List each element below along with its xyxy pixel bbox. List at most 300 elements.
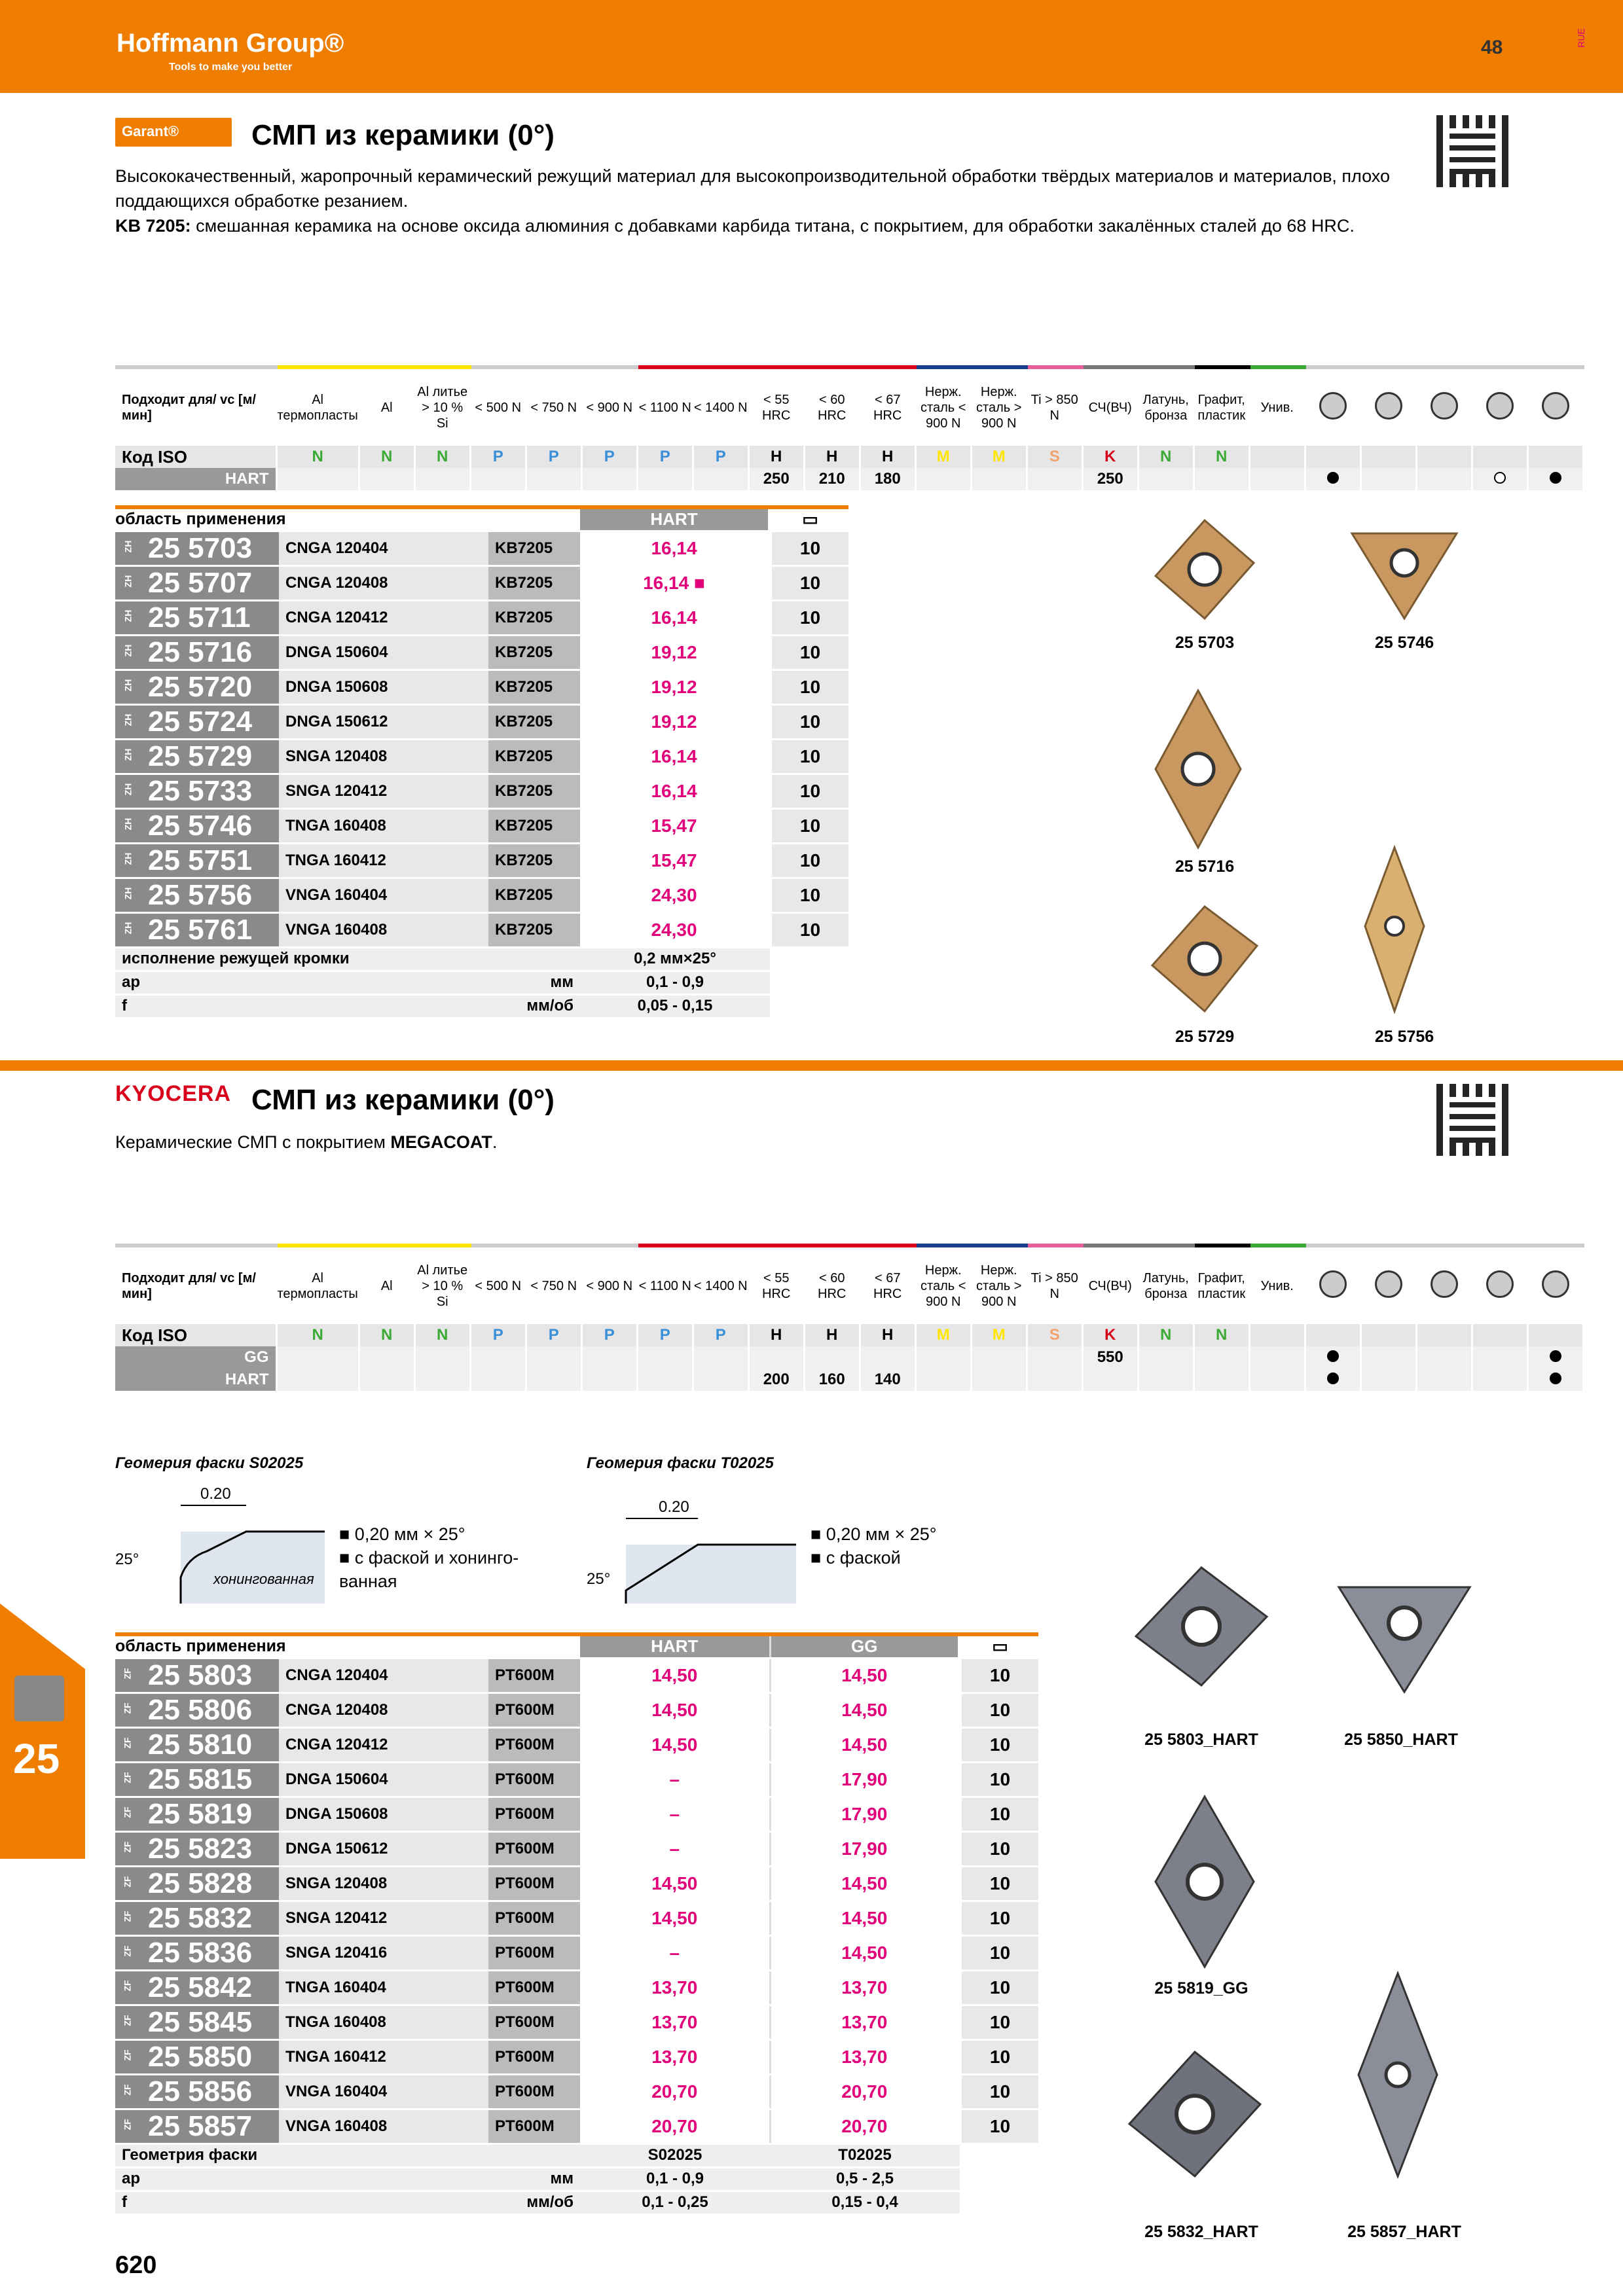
pack-qty: 10 — [960, 1797, 1038, 1831]
grade: PT600M — [488, 2109, 580, 2144]
designation: TNGA 160404 — [279, 1970, 488, 2005]
insert-image-tnga — [1349, 530, 1460, 622]
speed-value — [1138, 1346, 1194, 1369]
foot-value: S02025 — [580, 2144, 770, 2167]
foot-label: f — [115, 994, 488, 1018]
designation: DNGA 150608 — [279, 1797, 488, 1831]
price-gg: 14,50 — [770, 1727, 960, 1762]
material-col: Унив. — [1249, 367, 1305, 446]
speed-value — [414, 1346, 470, 1369]
foot-value: 0,1 - 0,9 — [580, 971, 770, 994]
pack-qty: 10 — [770, 739, 848, 774]
speed-value — [1249, 1369, 1305, 1391]
speed-value — [581, 1346, 637, 1369]
article-number: 25 5810 — [148, 1728, 253, 1761]
iso-code: P — [470, 1324, 526, 1346]
table-row[interactable]: ZF 25 5845 TNGA 160408 PT600M 13,70 13,70 10 — [115, 2005, 1038, 2039]
table-row[interactable]: ZH 25 5707 CNGA 120408 KB7205 16,14 ■ 10 — [115, 565, 848, 600]
table-row[interactable]: ZF 25 5836 SNGA 120416 PT600M – 14,50 10 — [115, 1935, 1038, 1970]
iso-code: N — [1194, 1324, 1249, 1346]
table-row[interactable]: ZH 25 5746 TNGA 160408 KB7205 15,47 10 — [115, 808, 848, 843]
price-hart: 14,50 — [580, 1901, 770, 1935]
material-col: < 55 HRC — [748, 367, 804, 446]
grade: KB7205 — [488, 635, 580, 670]
iso-label: Код ISO — [115, 446, 276, 468]
grade-label: GG — [115, 1346, 276, 1369]
geometry-notes-t: ■ 0,20 мм × 25° ■ с фаской — [811, 1524, 937, 1568]
material-col: < 900 N — [581, 367, 637, 446]
foot-unit: мм — [488, 2167, 580, 2191]
table-row[interactable]: ZF 25 5806 CNGA 120408 PT600M 14,50 14,50 10 — [115, 1693, 1038, 1727]
section1-title: СМП из керамики (0°) — [251, 119, 555, 151]
price: 19,12 — [580, 670, 770, 704]
chapter-number: 25 — [13, 1735, 60, 1782]
iso-code: S — [1027, 1324, 1082, 1346]
page-number: 620 — [115, 2251, 157, 2279]
price: 15,47 — [580, 843, 770, 878]
material-col: < 60 HRC — [804, 1246, 860, 1324]
material-col: Графит, пластик — [1194, 367, 1249, 446]
designation: CNGA 120412 — [279, 600, 488, 635]
article-number: 25 5720 — [148, 670, 253, 703]
price: 16,14 — [580, 739, 770, 774]
speed-value: 210 — [804, 468, 860, 490]
table-row[interactable]: ZH 25 5756 VNGA 160404 KB7205 24,30 10 — [115, 878, 848, 912]
speed-value: 250 — [748, 468, 804, 490]
iso-code: H — [804, 1324, 860, 1346]
area-label: область применения — [115, 507, 580, 531]
insert-image-dnga-gg — [1152, 1793, 1257, 1970]
pack-qty: 10 — [960, 2109, 1038, 2144]
pack-qty: 10 — [960, 1693, 1038, 1727]
caption: 25 5729 — [1175, 1028, 1235, 1046]
material-col: < 67 HRC — [860, 367, 915, 446]
table-row[interactable]: ZF 25 5828 SNGA 120408 PT600M 14,50 14,50 10 — [115, 1866, 1038, 1901]
caption: 25 5819_GG — [1154, 1979, 1249, 1998]
product-table-2: область применения HART GG ▭ ZF 25 5803 CNGA 120404 PT600M 14,50 14,50 10 ZF 25 5806 CNGA 120408 PT600M 14,50 14,50 10 ZF 25 5810 CNGA 120412 PT600M 14,50 14,50 10 ZF 25 5815 DNGA 150604 PT600M – 17,90 10 ZF 25 5819 DNGA 150608 PT600M – 17,90 10 ZF 25 5823 DNGA 150612 PT600M – 17,90 10 ZF 25 5828 SNGA 120408 PT600M 14,50 14,50 10 ZF 25 5832 SNGA 120412 PT600M 14,50 14,50 10 ZF 25 5836 SNGA 120416 PT600M – 14,50 10 ZF 25 5842 TNGA 160404 PT600M 13,70 13,70 10 ZF 25 5845 TNGA 160408 PT600M 13,70 13,70 10 ZF 25 5850 TNGA 160412 PT600M 13,70 13,70 10 ZF 25 5856 VNGA 160404 PT600M 20,70 20,70 10 ZF 25 5857 VNGA 160408 PT600M 20,70 20,70 10 Геометрия фаски S02025 T02025 ap мм 0,1 - 0,9 0,5 - 2,5 f мм/об 0,1 - 0,25 0,15 - 0,4 — [115, 1632, 1038, 2215]
svg-text:0.20: 0.20 — [200, 1485, 231, 1503]
speed-value — [359, 1369, 414, 1391]
price-hart: 14,50 — [580, 1693, 770, 1727]
chamfer-diagram-t — [587, 1479, 796, 1604]
material-col: Латунь, бронза — [1138, 367, 1194, 446]
pack-qty: 10 — [960, 1866, 1038, 1901]
grade: KB7205 — [488, 600, 580, 635]
price-hart: – — [580, 1935, 770, 1970]
price: 16,14 — [580, 531, 770, 565]
iso-code: N — [414, 446, 470, 468]
pack-qty: 10 — [960, 1762, 1038, 1797]
pack-qty: 10 — [960, 2074, 1038, 2109]
cycle-icon — [1416, 367, 1472, 446]
designation: DNGA 150612 — [279, 704, 488, 739]
pack-qty: 10 — [960, 1831, 1038, 1866]
grade: KB7205 — [488, 670, 580, 704]
article-number: 25 5850 — [148, 2040, 253, 2073]
foot-value: T02025 — [770, 2144, 960, 2167]
designation: TNGA 160412 — [279, 843, 488, 878]
price-gg: 13,70 — [770, 2005, 960, 2039]
foot-label: Геометрия фаски — [115, 2144, 488, 2167]
price-hart: 20,70 — [580, 2109, 770, 2144]
price-gg: 14,50 — [770, 1866, 960, 1901]
insert-image-vnga — [1362, 844, 1427, 1014]
price-hart: – — [580, 1762, 770, 1797]
grade: PT600M — [488, 1762, 580, 1797]
designation: VNGA 160404 — [279, 2074, 488, 2109]
speed-value — [359, 468, 414, 490]
table-row[interactable]: ZH 25 5711 CNGA 120412 KB7205 16,14 10 — [115, 600, 848, 635]
designation: VNGA 160404 — [279, 878, 488, 912]
product-table-1: область применения HART ▭ ZH 25 5703 CNGA 120404 KB7205 16,14 10 ZH 25 5707 CNGA 120408 KB7205 16,14 ■ 10 ZH 25 5711 CNGA 120412 KB7205 16,14 10 ZH 25 5716 DNGA 150604 KB7205 19,12 10 ZH 25 5720 DNGA 150608 KB7205 19,12 10 ZH 25 5724 DNGA 150612 KB7205 19,12 10 ZH 25 5729 SNGA 120408 KB7205 16,14 10 ZH 25 5733 SNGA 120412 KB7205 16,14 10 ZH 25 5746 TNGA 160408 KB7205 15,47 10 ZH 25 5751 TNGA 160412 KB7205 15,47 10 ZH 25 5756 VNGA 160404 KB7205 24,30 10 ZH 25 5761 VNGA 160408 KB7205 24,30 10 исполнение режущей кромки 0,2 мм×25° ap мм 0,1 - 0,9 f мм/об 0,05 - 0,15 — [115, 505, 848, 1019]
table-row[interactable]: ZH 25 5720 DNGA 150608 KB7205 19,12 10 — [115, 670, 848, 704]
price: 19,12 — [580, 635, 770, 670]
article-number: 25 5856 — [148, 2075, 253, 2108]
insert-image-tnga-hart — [1336, 1584, 1473, 1695]
shape-icon — [1360, 367, 1416, 446]
caption: 25 5857_HART — [1347, 2223, 1461, 2241]
iso-code: N — [276, 446, 359, 468]
caption: 25 5850_HART — [1344, 1731, 1458, 1749]
material-col: < 900 N — [581, 1246, 637, 1324]
iso-code: P — [581, 1324, 637, 1346]
designation: TNGA 160412 — [279, 2039, 488, 2074]
material-col: СЧ(ВЧ) — [1082, 367, 1138, 446]
grade: KB7205 — [488, 739, 580, 774]
insert-image-cnga-hart — [1133, 1564, 1270, 1689]
table-row[interactable]: ZF 25 5815 DNGA 150604 PT600M – 17,90 10 — [115, 1762, 1038, 1797]
speed-value — [971, 468, 1027, 490]
price-gg: 17,90 — [770, 1831, 960, 1866]
foot-unit — [488, 947, 580, 971]
iso-code — [1249, 446, 1305, 468]
chapter-insert-icon — [14, 1676, 64, 1721]
price-hart: – — [580, 1831, 770, 1866]
material-col: Латунь, бронза — [1138, 1246, 1194, 1324]
article-number: 25 5751 — [148, 844, 253, 876]
table-row[interactable]: ZF 25 5803 CNGA 120404 PT600M 14,50 14,50 10 — [115, 1658, 1038, 1693]
grade: KB7205 — [488, 808, 580, 843]
designation: SNGA 120408 — [279, 1866, 488, 1901]
speed-value — [804, 1346, 860, 1369]
chamfer-diagram-s — [115, 1479, 325, 1604]
iso-code: H — [804, 446, 860, 468]
iso-code: P — [526, 446, 581, 468]
grade: PT600M — [488, 1797, 580, 1831]
speed-value — [1194, 468, 1249, 490]
table-row[interactable]: ZF 25 5823 DNGA 150612 PT600M – 17,90 10 — [115, 1831, 1038, 1866]
speed-value: 160 — [804, 1369, 860, 1391]
designation: DNGA 150612 — [279, 1831, 488, 1866]
price-gg: 17,90 — [770, 1797, 960, 1831]
material-col: Al термопласты — [276, 1246, 359, 1324]
iso-code: P — [693, 1324, 748, 1346]
speed-value: 180 — [860, 468, 915, 490]
article-number: 25 5711 — [148, 601, 251, 634]
price-gg: 14,50 — [770, 1658, 960, 1693]
table-row[interactable]: ZF 25 5832 SNGA 120412 PT600M 14,50 14,50 10 — [115, 1901, 1038, 1935]
material-col: < 1400 N — [693, 367, 748, 446]
speed-value: 140 — [860, 1369, 915, 1391]
speed-value: 550 — [1082, 1346, 1138, 1369]
iso-code: P — [637, 1324, 693, 1346]
pack-qty: 10 — [770, 565, 848, 600]
section2-desc: Керамические СМП с покрытием MEGACOAT. — [115, 1132, 498, 1152]
speed-value — [470, 1346, 526, 1369]
foot-value: 0,15 - 0,4 — [770, 2191, 960, 2214]
iso-code: N — [276, 1324, 359, 1346]
iso-code: S — [1027, 446, 1082, 468]
pack-qty: 10 — [770, 878, 848, 912]
table-row[interactable]: ZF 25 5810 CNGA 120412 PT600M 14,50 14,50 10 — [115, 1727, 1038, 1762]
foot-unit: мм/об — [488, 994, 580, 1018]
table-row[interactable]: ZF 25 5856 VNGA 160404 PT600M 20,70 20,70 10 — [115, 2074, 1038, 2109]
article-number: 25 5707 — [148, 566, 253, 599]
price-hart: 13,70 — [580, 2039, 770, 2074]
article-number: 25 5746 — [148, 809, 253, 842]
article-number: 25 5832 — [148, 1901, 253, 1934]
material-col: Унив. — [1249, 1246, 1305, 1324]
price-hart: 20,70 — [580, 2074, 770, 2109]
speed-value — [470, 468, 526, 490]
price-gg: 13,70 — [770, 1970, 960, 2005]
insert-image-snga-hart — [1126, 2049, 1264, 2179]
iso-code: P — [637, 446, 693, 468]
article-number: 25 5828 — [148, 1867, 253, 1899]
caption: 25 5703 — [1175, 634, 1235, 652]
speed-value — [276, 1346, 359, 1369]
designation: SNGA 120412 — [279, 774, 488, 808]
foot-label: f — [115, 2191, 488, 2214]
iso-code: P — [581, 446, 637, 468]
chapter-tab[interactable] — [0, 1604, 85, 1859]
price-gg: 20,70 — [770, 2074, 960, 2109]
foot-label: исполнение режущей кромки — [115, 947, 488, 971]
area-label: область применения — [115, 1634, 580, 1658]
price: 16,14 — [580, 600, 770, 635]
material-col: < 750 N — [526, 367, 581, 446]
price-gg: 20,70 — [770, 2109, 960, 2144]
iso-code: N — [359, 1324, 414, 1346]
kyocera-logo: KYOCERA — [115, 1081, 232, 1106]
caption: 25 5716 — [1175, 857, 1235, 876]
grade: KB7205 — [488, 565, 580, 600]
price: 24,30 — [580, 878, 770, 912]
speed-value — [1138, 1369, 1194, 1391]
article-number: 25 5823 — [148, 1832, 253, 1865]
pack-qty: 10 — [960, 1901, 1038, 1935]
iso-code: H — [748, 446, 804, 468]
article-number: 25 5756 — [148, 878, 253, 911]
speed-value — [693, 1369, 748, 1391]
material-col: < 500 N — [470, 1246, 526, 1324]
iso-code: N — [1138, 1324, 1194, 1346]
insert-image-vnga-hart — [1355, 1970, 1440, 2179]
article-number: 25 5806 — [148, 1693, 253, 1726]
garant-logo: Garant® — [115, 118, 232, 147]
grade: KB7205 — [488, 878, 580, 912]
iso-label: Код ISO — [115, 1324, 276, 1346]
grade: KB7205 — [488, 704, 580, 739]
speed-value — [276, 1369, 359, 1391]
pack-qty: 10 — [770, 635, 848, 670]
table-row[interactable]: ZH 25 5703 CNGA 120404 KB7205 16,14 10 — [115, 531, 848, 565]
table-row[interactable]: ZF 25 5857 VNGA 160408 PT600M 20,70 20,70 10 — [115, 2109, 1038, 2144]
col-hart: HART — [580, 507, 770, 531]
iso-code: H — [748, 1324, 804, 1346]
pack-qty: 10 — [960, 2039, 1038, 2074]
caption: 25 5803_HART — [1144, 1731, 1258, 1749]
grade: KB7205 — [488, 531, 580, 565]
table-row[interactable]: ZH 25 5761 VNGA 160408 KB7205 24,30 10 — [115, 912, 848, 947]
pack-qty: 10 — [960, 1727, 1038, 1762]
suit-head-label: Подходит для/ vс [м/мин] — [115, 367, 276, 446]
speed-value — [414, 468, 470, 490]
iso-code: P — [470, 446, 526, 468]
speed-value — [693, 468, 748, 490]
speed-value — [915, 1369, 971, 1391]
material-col: Al литье > 10 % Si — [414, 367, 470, 446]
designation: CNGA 120404 — [279, 1658, 488, 1693]
grade: KB7205 — [488, 912, 580, 947]
pack-qty: 10 — [960, 1970, 1038, 2005]
foot-value: 0,2 мм×25° — [580, 947, 770, 971]
designation: CNGA 120404 — [279, 531, 488, 565]
iso-code: H — [860, 1324, 915, 1346]
lang-code: RUE — [1575, 28, 1586, 48]
speed-value — [971, 1346, 1027, 1369]
pack-qty: 10 — [960, 1658, 1038, 1693]
grade-label: HART — [115, 468, 276, 490]
table-row[interactable]: ZH 25 5729 SNGA 120408 KB7205 16,14 10 — [115, 739, 848, 774]
section1-desc: Высококачественный, жаропрочный керамический режущий материал для высокопроизводительной обработки твёрдых материалов и материалов, плохо поддающихся обработке резанием. KB 7205: смешанная керамика на основе оксида алюминия с добавками карбида титана, с покрытием, для обработки закалённых сталей до 68 HRC. — [115, 166, 1391, 236]
speed-value — [1249, 1346, 1305, 1369]
article-number: 25 5703 — [148, 531, 253, 564]
suit-head-label: Подходит для/ vс [м/мин] — [115, 1246, 276, 1324]
shape-icon — [1360, 1246, 1416, 1324]
price-hart: 14,50 — [580, 1658, 770, 1693]
grade: PT600M — [488, 1901, 580, 1935]
table-row[interactable]: ZF 25 5819 DNGA 150608 PT600M – 17,90 10 — [115, 1797, 1038, 1831]
hoffmann-logo: Hoffmann Group® — [117, 29, 344, 58]
article-number: 25 5729 — [148, 740, 253, 772]
speed-value — [526, 1346, 581, 1369]
insert-image-cnga — [1152, 517, 1257, 622]
iso-code — [1249, 1324, 1305, 1346]
table-row[interactable]: ZH 25 5716 DNGA 150604 KB7205 19,12 10 — [115, 635, 848, 670]
price: 24,30 — [580, 912, 770, 947]
svg-text:25°: 25° — [115, 1551, 139, 1568]
speed-value — [915, 1346, 971, 1369]
material-col: СЧ(ВЧ) — [1082, 1246, 1138, 1324]
grade: PT600M — [488, 1866, 580, 1901]
suitability-table-1 — [115, 365, 1584, 490]
price-gg: 14,50 — [770, 1693, 960, 1727]
grade: PT600M — [488, 1935, 580, 1970]
designation: DNGA 150604 — [279, 635, 488, 670]
designation: VNGA 160408 — [279, 2109, 488, 2144]
tagline: Tools to make you better — [169, 62, 293, 73]
table-row[interactable]: ZF 25 5842 TNGA 160404 PT600M 13,70 13,70 10 — [115, 1970, 1038, 2005]
price-gg: 13,70 — [770, 2039, 960, 2074]
caption: 25 5756 — [1374, 1028, 1434, 1046]
price-hart: 14,50 — [580, 1866, 770, 1901]
cycle-icon — [1416, 1246, 1472, 1324]
section-divider — [0, 1060, 1623, 1071]
iso-code: H — [860, 446, 915, 468]
iso-code: K — [1082, 446, 1138, 468]
designation: SNGA 120416 — [279, 1935, 488, 1970]
material-col: Al термопласты — [276, 367, 359, 446]
speed-value — [860, 1346, 915, 1369]
grade: PT600M — [488, 2039, 580, 2074]
speed-value — [1027, 468, 1082, 490]
table-row[interactable]: ZH 25 5751 TNGA 160412 KB7205 15,47 10 — [115, 843, 848, 878]
material-col: < 750 N — [526, 1246, 581, 1324]
speed-value — [1027, 1369, 1082, 1391]
designation: CNGA 120408 — [279, 1693, 488, 1727]
speed-value — [526, 1369, 581, 1391]
circle-icon — [1305, 367, 1360, 446]
pack-qty: 10 — [960, 1935, 1038, 1970]
speed-value — [637, 1346, 693, 1369]
designation: SNGA 120412 — [279, 1901, 488, 1935]
suitability-table-2 — [115, 1244, 1584, 1391]
speed-value — [470, 1369, 526, 1391]
iso-code: M — [971, 446, 1027, 468]
grade: PT600M — [488, 2005, 580, 2039]
grade: PT600M — [488, 1831, 580, 1866]
geometry-title-t: Геомерия фаски T02025 — [587, 1454, 774, 1472]
pack-qty: 10 — [770, 704, 848, 739]
pack-qty: 10 — [770, 774, 848, 808]
pack-qty: 10 — [770, 808, 848, 843]
speed-value — [581, 1369, 637, 1391]
col-gg: GG — [770, 1634, 960, 1658]
article-number: 25 5842 — [148, 1971, 253, 2003]
material-col: Нерж. сталь > 900 N — [971, 367, 1027, 446]
material-col: Al — [359, 1246, 414, 1324]
table-row[interactable]: ZH 25 5733 SNGA 120412 KB7205 16,14 10 — [115, 774, 848, 808]
nodrop-icon — [1527, 1246, 1583, 1324]
material-col: Нерж. сталь < 900 N — [915, 367, 971, 446]
grade: PT600M — [488, 1693, 580, 1727]
price-gg: 14,50 — [770, 1901, 960, 1935]
svg-text:0.20: 0.20 — [659, 1498, 689, 1516]
grade-label: HART — [115, 1369, 276, 1391]
speed-value — [1249, 468, 1305, 490]
grade: PT600M — [488, 1970, 580, 2005]
iso-code: P — [693, 446, 748, 468]
svg-text:хонингованная: хонингованная — [213, 1571, 314, 1587]
foot-label: ap — [115, 971, 488, 994]
speed-value — [748, 1346, 804, 1369]
table-row[interactable]: ZH 25 5724 DNGA 150612 KB7205 19,12 10 — [115, 704, 848, 739]
price-hart: 14,50 — [580, 1727, 770, 1762]
speed-value — [1194, 1369, 1249, 1391]
speed-value — [414, 1369, 470, 1391]
foot-label: ap — [115, 2167, 488, 2191]
section2-title: СМП из керамики (0°) — [251, 1084, 555, 1116]
iso-code: N — [1138, 446, 1194, 468]
pack-qty: 10 — [770, 912, 848, 947]
price: 19,12 — [580, 704, 770, 739]
iso-code: M — [915, 1324, 971, 1346]
speed-value — [971, 1369, 1027, 1391]
iso-code: N — [359, 446, 414, 468]
designation: CNGA 120408 — [279, 565, 488, 600]
table-row[interactable]: ZF 25 5850 TNGA 160412 PT600M 13,70 13,70 10 — [115, 2039, 1038, 2074]
